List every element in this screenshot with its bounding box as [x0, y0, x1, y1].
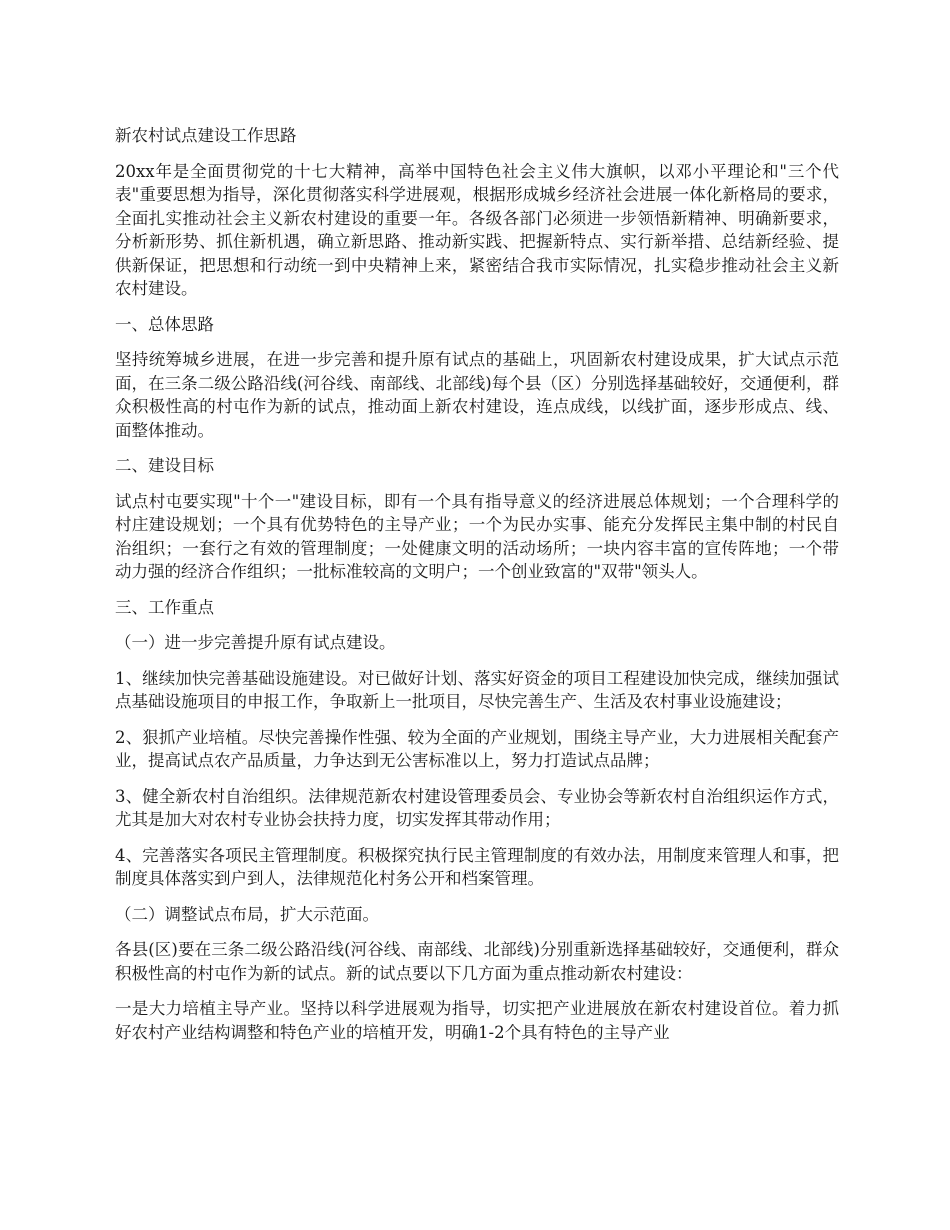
- paragraph: 1、继续加快完善基础设施建设。对已做好计划、落实好资金的项目工程建设加快完成，继续加强试点基础设施项目的申报工作，争取新上一批项目，尽快完善生产、生活及农村事业设施建设；: [115, 668, 839, 711]
- section-heading: 三、工作重点: [115, 597, 214, 617]
- paragraph: 2、狠抓产业培植。尽快完善操作性强、较为全面的产业规划，围绕主导产业，大力进展相关配套产业，提高试点农产品质量，力争达到无公害标准以上，努力打造试点品牌；: [115, 727, 839, 770]
- paragraph: 3、健全新农村自治组织。法律规范新农村建设管理委员会、专业协会等新农村自治组织运作方式，尤其是加大对农村专业协会扶持力度，切实发挥其带动作用；: [115, 786, 839, 829]
- paragraph: 一是大力培植主导产业。坚持以科学进展观为指导，切实把产业进展放在新农村建设首位。着力抓好农村产业结构调整和特色产业的培植开发，明确1-2个具有特色的主导产业: [115, 999, 839, 1042]
- paragraph: 坚持统筹城乡进展，在进一步完善和提升原有试点的基础上，巩固新农村建设成果，扩大试点示范面，在三条二级公路沿线(河谷线、南部线、北部线)每个县（区）分别选择基础较好，交通便利，群众积极性高的村屯作为新的试点，推动面上新农村建设，连点成线，以线扩面，逐步形成点、线、面整体推动。: [115, 350, 839, 440]
- paragraph: 20xx年是全面贯彻党的十七大精神，高举中国特色社会主义伟大旗帜，以邓小平理论和"三个代表"重要思想为指导，深化贯彻落实科学进展观，根据形成城乡经济社会进展一体化新格局的要求，全面扎实推动社会主义新农村建设的重要一年。各级各部门必须进一步领悟新精神、明确新要求，分析新形势、抓住新机遇，确立新思路、推动新实践、把握新特点、实行新举措、总结新经验、提供新保证，把思想和行动统一到中央精神上来，紧密结合我市实际情况，扎实稳步推动社会主义新农村建设。: [115, 161, 839, 298]
- section-heading: 二、建设目标: [115, 456, 214, 475]
- paragraph: 各县(区)要在三条二级公路沿线(河谷线、南部线、北部线)分别重新选择基础较好，交通便利，群众积极性高的村屯作为新的试点。新的试点要以下几方面为重点推动新农村建设：: [115, 940, 839, 983]
- subsection-heading: （一）进一步完善提升原有试点建设。: [115, 633, 396, 652]
- paragraph: 试点村屯要实现"十个一"建设目标，即有一个具有指导意义的经济进展总体规划；一个合理科学的村庄建设规划；一个具有优势特色的主导产业；一个为民办实事、能充分发挥民主集中制的村民自治组织；一套行之有效的管理制度；一处健康文明的活动场所；一块内容丰富的宣传阵地；一个带动力强的经济合作组织；一批标准较高的文明户；一个创业致富的"双带"领头人。: [115, 491, 839, 581]
- document-title: 新农村试点建设工作思路: [115, 126, 297, 145]
- subsection-heading: （二）调整试点布局，扩大示范面。: [115, 904, 379, 924]
- section-heading: 一、总体思路: [115, 314, 214, 334]
- document-page: [115, 124, 839, 1056]
- paragraph: 4、完善落实各项民主管理制度。积极探究执行民主管理制度的有效办法，用制度来管理人和事，把制度具体落实到户到人，法律规范化村务公开和档案管理。: [115, 845, 839, 888]
